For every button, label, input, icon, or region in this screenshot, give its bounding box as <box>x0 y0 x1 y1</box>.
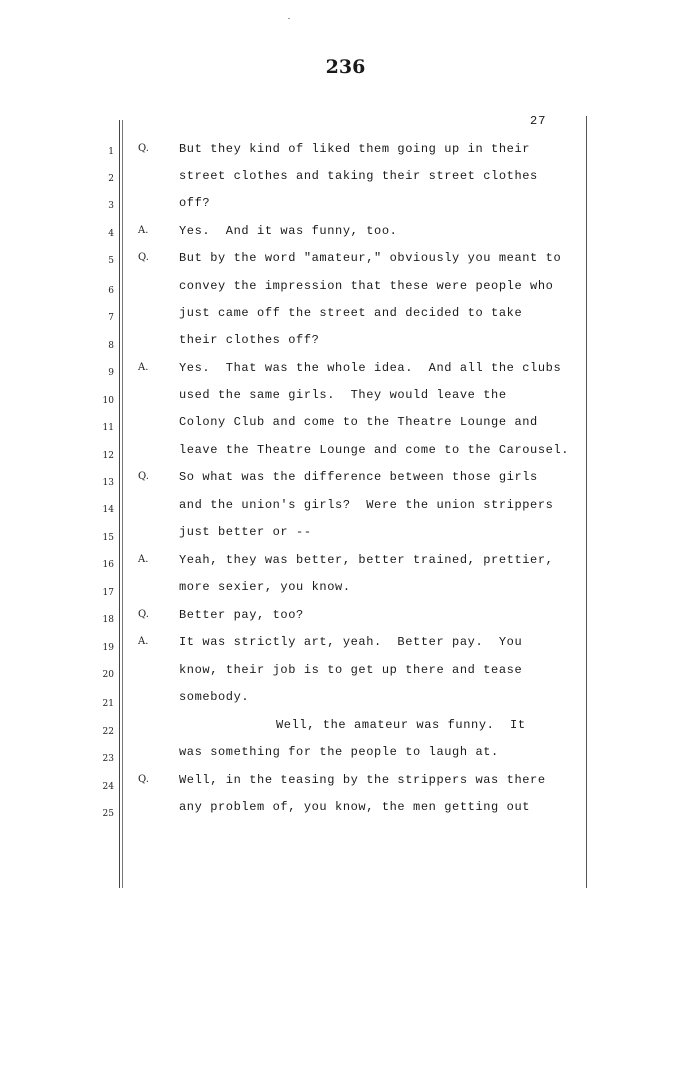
transcript-line <box>0 633 691 651</box>
page-number: 236 <box>325 56 366 78</box>
line-text: leave the Theatre Lounge and come to the Carousel. <box>179 443 570 457</box>
transcript-line <box>0 551 691 569</box>
speaker-label: A. <box>138 362 149 373</box>
transcript-line <box>0 771 691 789</box>
line-text: more sexier, you know. <box>179 580 351 594</box>
line-text: their clothes off? <box>179 333 320 347</box>
speaker-label: A. <box>138 636 149 647</box>
transcript-line <box>0 140 691 158</box>
transcript-line <box>0 661 691 679</box>
line-number: 5 <box>108 256 114 266</box>
line-text: convey the impression that these were people who <box>179 279 554 293</box>
line-text: Yes. And it was funny, too. <box>179 224 398 238</box>
speaker-label: Q. <box>138 609 149 620</box>
transcript-line <box>0 304 691 322</box>
transcript-page-number: 27 <box>530 114 547 128</box>
line-number: 3 <box>108 201 114 211</box>
line-text: It was strictly art, yeah. Better pay. You <box>179 635 523 649</box>
line-text: So what was the difference between those girls <box>179 470 538 484</box>
line-number: 17 <box>102 588 114 598</box>
line-number: 9 <box>108 368 114 378</box>
line-number: 22 <box>102 727 114 737</box>
line-number: 21 <box>102 699 114 709</box>
speaker-label: Q. <box>138 774 149 785</box>
line-text: was something for the people to laugh at. <box>179 745 499 759</box>
transcript-line <box>0 277 691 295</box>
line-text: somebody. <box>179 690 250 704</box>
line-text: used the same girls. They would leave the <box>179 388 507 402</box>
line-number: 15 <box>102 533 114 543</box>
line-number: 19 <box>102 643 114 653</box>
line-text: Well, in the teasing by the strippers was there <box>179 773 546 787</box>
line-text: off? <box>179 196 211 210</box>
line-number: 6 <box>108 286 114 296</box>
line-number: 23 <box>102 754 114 764</box>
line-text: Well, the amateur was funny. It <box>276 718 526 732</box>
line-text: But by the word "amateur," obviously you meant to <box>179 251 562 265</box>
transcript-line <box>0 468 691 486</box>
transcript-line <box>0 167 691 185</box>
line-text: know, their job is to get up there and tease <box>179 663 523 677</box>
line-text: But they kind of liked them going up in their <box>179 142 531 156</box>
line-number: 4 <box>108 229 114 239</box>
line-number: 14 <box>102 505 114 515</box>
transcript-line <box>0 331 691 349</box>
line-text: Better pay, too? <box>179 608 304 622</box>
line-text: Yes. That was the whole idea. And all the clubs <box>179 361 562 375</box>
transcript-line <box>0 578 691 596</box>
line-text: just came off the street and decided to take <box>179 306 523 320</box>
transcript-line <box>0 441 691 459</box>
line-number: 24 <box>102 782 114 792</box>
transcript-line <box>0 249 691 267</box>
transcript-line <box>0 606 691 624</box>
speaker-label: Q. <box>138 143 149 154</box>
transcript-line <box>0 523 691 541</box>
line-number: 10 <box>102 396 114 406</box>
transcript-line <box>0 359 691 377</box>
transcript-line <box>0 386 691 404</box>
line-number: 20 <box>102 670 114 680</box>
transcript-line <box>0 222 691 240</box>
line-text: just better or -- <box>179 525 312 539</box>
transcript-line <box>0 413 691 431</box>
speaker-label: A. <box>138 225 149 236</box>
transcript-line <box>0 798 691 816</box>
line-number: 2 <box>108 174 114 184</box>
line-number: 1 <box>108 147 114 157</box>
line-text: street clothes and taking their street clothes <box>179 169 538 183</box>
line-number: 7 <box>108 313 114 323</box>
line-text: and the union's girls? Were the union strippers <box>179 498 554 512</box>
line-text: Colony Club and come to the Theatre Lounge and <box>179 415 538 429</box>
line-text: any problem of, you know, the men getting out <box>179 800 531 814</box>
transcript-line <box>0 743 691 761</box>
line-number: 8 <box>108 341 114 351</box>
speaker-label: Q. <box>138 252 149 263</box>
speaker-label: A. <box>138 554 149 565</box>
line-text: Yeah, they was better, better trained, prettier, <box>179 553 554 567</box>
line-number: 18 <box>102 615 114 625</box>
line-number: 16 <box>102 560 114 570</box>
transcript-line <box>0 496 691 514</box>
line-number: 11 <box>102 423 114 433</box>
transcript-line <box>0 688 691 706</box>
speaker-label: Q. <box>138 471 149 482</box>
line-number: 13 <box>102 478 114 488</box>
transcript-line <box>0 194 691 212</box>
line-number: 25 <box>102 809 114 819</box>
line-number: 12 <box>102 451 114 461</box>
transcript-line <box>0 716 691 734</box>
scan-mark <box>288 18 290 19</box>
